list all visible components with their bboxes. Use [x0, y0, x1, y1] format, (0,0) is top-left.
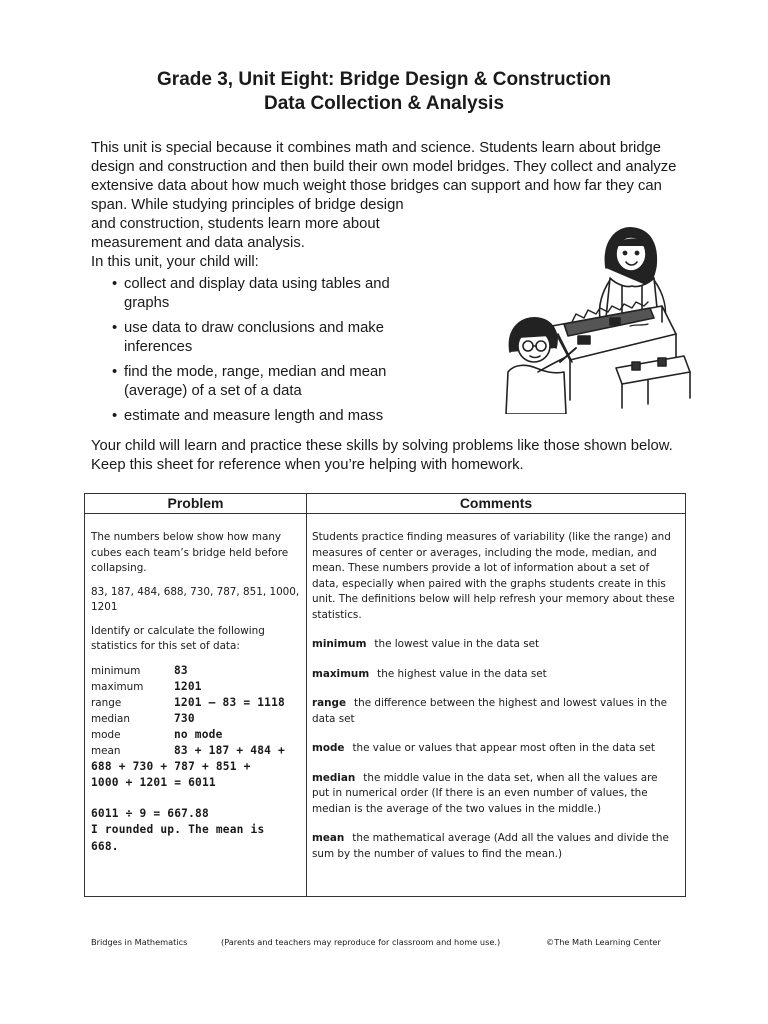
lead-line-3: In this unit, your child will: — [91, 254, 259, 270]
list-item: • use data to draw conclusions and make inferences — [112, 319, 442, 357]
definition-item: mean the mathematical average (Add all the values and divide the sum by the number of values to find the mean.) — [312, 832, 669, 860]
page-title — [0, 68, 768, 116]
handwritten-answer: 730 — [174, 711, 195, 725]
handwritten-answer: 1201 — [174, 679, 202, 693]
problem-comments-table — [84, 493, 686, 897]
comments-intro: Students practice finding measures of variability (like the range) and measures of center or averages, including the mode, median, and mean. These numbers provide a lot of information about a set of data, especially when paired with the graphs students create in this unit. The definitions below will help refresh your memory about these statistics. — [312, 531, 675, 621]
mean-sum-line: 688 + 730 + 787 + 851 + — [91, 759, 251, 773]
footer-permission: (Parents and teachers may reproduce for classroom and home use.) — [221, 937, 501, 947]
problem-prompt: Identify or calculate the following statistics for this set of data: — [91, 624, 265, 652]
stat-row: minimum 83 — [91, 663, 188, 677]
mean-calculation: 668. — [91, 839, 119, 853]
list-item: • estimate and measure length and mass — [112, 407, 442, 426]
definition-item: maximum the highest value in the data set — [312, 667, 547, 680]
stat-row: mode no mode — [91, 727, 223, 741]
mean-calculation: 6011 ÷ 9 = 667.88 — [91, 806, 209, 820]
title-line-1: Grade 3, Unit Eight: Bridge Design & Construction — [157, 69, 611, 90]
handwritten-answer: 83 + 187 + 484 + — [174, 743, 285, 757]
mean-sum-line: 1000 + 1201 = 6011 — [91, 776, 216, 789]
column-header-comments: Comments — [459, 495, 533, 511]
handwritten-answer: 1201 – 83 = 1118 — [174, 695, 285, 709]
column-header-problem: Problem — [167, 495, 224, 511]
mean-calculation: I rounded up. The mean is — [91, 823, 265, 836]
statistics-answers — [91, 663, 301, 856]
intro-paragraph: This unit is special because it combines math and science. Students learn about bridge design and construction and then build their own model bridges. They collect and analyze extensive data about how much weight those bridges can support and how far they can span. While studying principles of bridge design — [91, 140, 677, 213]
stat-row: mean 83 + 187 + 484 + — [91, 743, 285, 757]
footer-publication: Bridges in Mathematics — [91, 937, 188, 947]
skills-list — [112, 275, 442, 432]
list-item: • collect and display data using tables and graphs — [112, 275, 442, 313]
stat-row: median 730 — [91, 711, 195, 725]
handwritten-answer: 83 — [174, 663, 188, 677]
students-bridge-illustration — [498, 222, 698, 414]
lead-text — [91, 215, 431, 272]
problem-cell — [91, 530, 301, 855]
comments-cell — [312, 530, 678, 876]
column-divider — [306, 494, 307, 896]
closing-paragraph: Your child will learn and practice these skills by solving problems like those shown below. Keep this sheet for reference when you’re helping with homework. — [91, 438, 673, 473]
definition-item: mode the value or values that appear most often in the data set — [312, 742, 655, 754]
lead-line-1: and construction, students learn more about — [91, 216, 380, 232]
header-divider — [85, 513, 685, 514]
handwritten-answer: no mode — [174, 727, 223, 741]
definition-item: range the difference between the highest and lowest values in the data set — [312, 697, 667, 725]
problem-intro: The numbers below show how many cubes each team’s bridge held before collapsing. — [91, 531, 289, 574]
definition-item: minimum the lowest value in the data set — [312, 638, 540, 650]
stat-row: range 1201 – 83 = 1118 — [91, 695, 285, 709]
lead-line-2: measurement and data analysis. — [91, 235, 305, 251]
list-item: • find the mode, range, median and mean (average) of a set of a data — [112, 363, 442, 401]
stat-row: maximum 1201 — [91, 679, 202, 693]
footer-copyright: ©The Math Learning Center — [546, 937, 661, 947]
definition-item: median the middle value in the data set, when all the values are put in numerical order (If there is an even number of values, the median is the average of the two values in the middle.) — [312, 771, 658, 815]
title-line-2: Data Collection & Analysis — [263, 93, 505, 114]
problem-numbers: 83, 187, 484, 688, 730, 787, 851, 1000, 1201 — [91, 585, 300, 613]
